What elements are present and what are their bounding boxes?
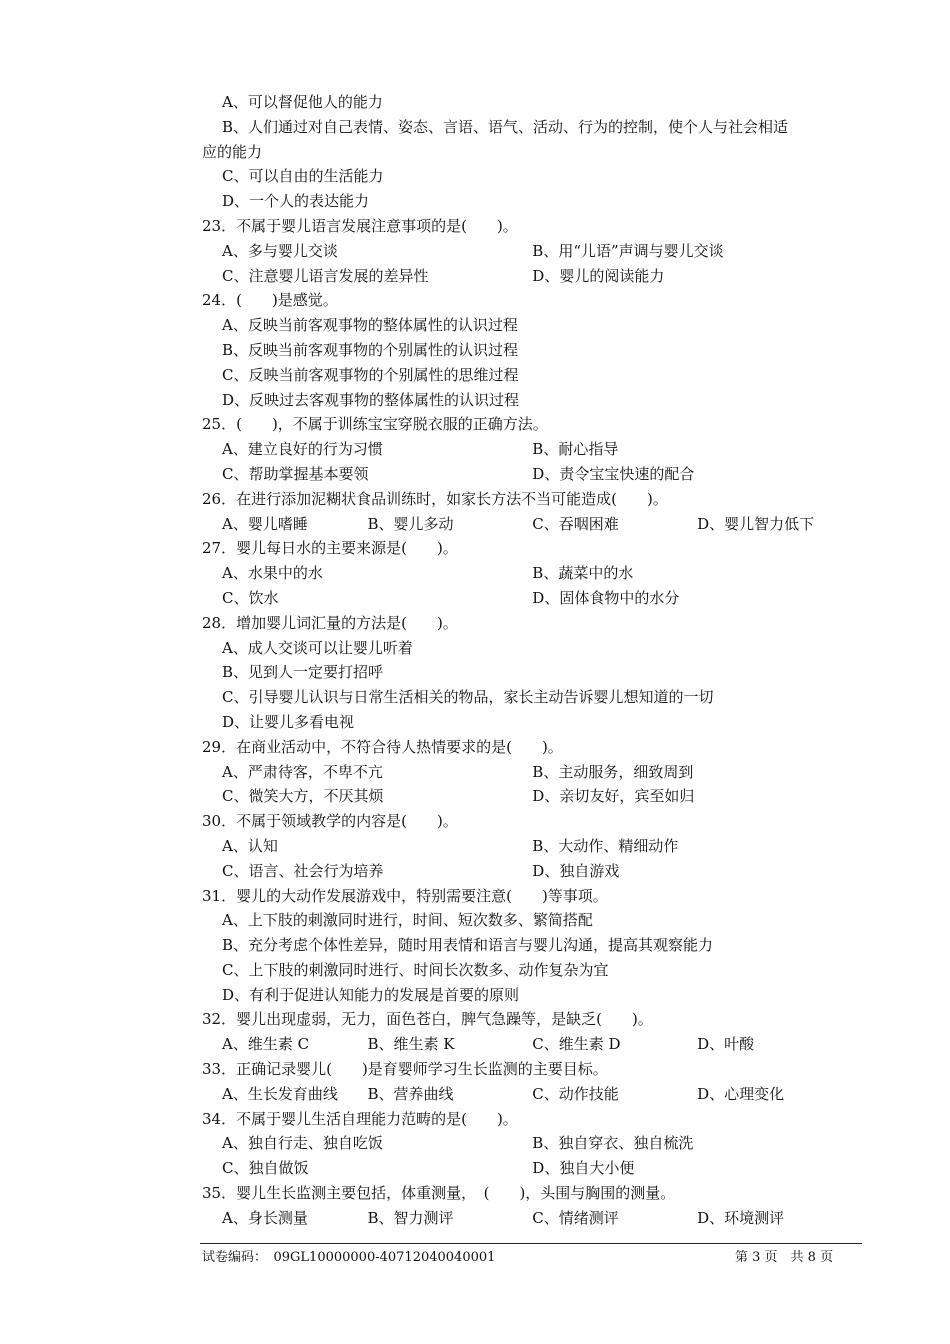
page-number: 第 3 页 共 8 页 — [735, 1250, 834, 1265]
option-item: A、成人交谈可以让婴儿听着 — [222, 638, 413, 657]
option-row — [202, 512, 862, 537]
option-item: B、主动服务，细致周到 — [532, 762, 694, 781]
option-item: A、多与婴儿交谈 — [222, 241, 338, 260]
option-row — [202, 462, 862, 487]
option-item: D、独自游戏 — [532, 861, 620, 880]
option-item: D、心理变化 — [697, 1084, 785, 1103]
option-item: B、独自穿衣、独自梳洗 — [532, 1134, 694, 1153]
question-stem: 31．婴儿的大动作发展游戏中，特别需要注意( )等事项。 — [202, 886, 608, 905]
option-item: B、充分考虑个体性差异，随时用表情和语言与婴儿沟通，提高其观察能力 — [222, 936, 714, 955]
option-row — [202, 784, 862, 809]
option-item: A、可以督促他人的能力 — [222, 93, 383, 111]
option-item: B、维生素 K — [367, 1035, 455, 1054]
option-item: C、独自做饭 — [222, 1159, 309, 1178]
option-item: B、智力测评 — [367, 1208, 454, 1227]
question-list — [202, 90, 862, 1231]
option-item: C、维生素 D — [532, 1035, 621, 1054]
option-row — [202, 1206, 862, 1231]
option-item: B、用“儿语”声调与婴儿交谈 — [532, 241, 724, 260]
question-stem: 32．婴儿出现虚弱，无力，面色苍白，脾气急躁等，是缺乏( )。 — [202, 1010, 653, 1029]
option-continuation: 应的能力 — [202, 142, 263, 161]
option-row — [202, 561, 862, 586]
option-item: C、情绪测评 — [532, 1208, 619, 1227]
option-item: D、有利于促进认知能力的发展是首要的原则 — [222, 985, 520, 1004]
option-item: A、独自行走、独自吃饭 — [222, 1134, 383, 1153]
option-item: A、反映当前客观事物的整体属性的认识过程 — [222, 316, 518, 335]
option-item: A、严肃待客，不卑不亢 — [222, 762, 383, 781]
question-stem: 23．不属于婴儿语言发展注意事项的是( )。 — [202, 216, 518, 235]
option-item: D、固体食物中的水分 — [532, 588, 680, 607]
option-row — [202, 1082, 862, 1107]
question-stem: 30．不属于领域教学的内容是( )。 — [202, 812, 458, 831]
option-item: A、认知 — [222, 836, 278, 855]
option-item: B、耐心指导 — [532, 440, 619, 459]
option-item: C、反映当前客观事物的个别属性的思维过程 — [222, 365, 519, 384]
option-item: C、可以自由的生活能力 — [222, 167, 384, 186]
option-item: D、让婴儿多看电视 — [222, 712, 355, 731]
option-row — [202, 1131, 862, 1156]
option-item: A、水果中的水 — [222, 564, 323, 583]
option-item: C、吞咽困难 — [532, 514, 619, 533]
option-row — [202, 1156, 862, 1181]
option-item: B、反映当前客观事物的个别属性的认识过程 — [222, 340, 519, 359]
option-item: A、生长发育曲线 — [222, 1084, 338, 1103]
question-stem: 34．不属于婴儿生活自理能力范畴的是( )。 — [202, 1109, 518, 1128]
question-stem: 26．在进行添加泥糊状食品训练时，如家长方法不当可能造成( )。 — [202, 489, 668, 508]
option-item: C、帮助掌握基本要领 — [222, 464, 369, 483]
option-item: D、环境测评 — [697, 1208, 785, 1227]
option-item: A、上下肢的刺激同时进行，时间、短次数多、繁简搭配 — [222, 911, 593, 930]
option-item: C、引导婴儿认识与日常生活相关的物品，家长主动告诉婴儿想知道的一切 — [222, 688, 714, 707]
option-row — [202, 834, 862, 859]
question-stem: 25．( )，不属于训练宝宝穿脱衣服的正确方法。 — [202, 415, 548, 434]
option-row — [202, 437, 862, 462]
option-row — [202, 239, 862, 264]
option-item: C、语言、社会行为培养 — [222, 861, 384, 880]
option-item: D、反映过去客观事物的整体属性的认识过程 — [222, 390, 520, 409]
option-row — [202, 264, 862, 289]
option-row — [202, 586, 862, 611]
option-item: A、身长测量 — [222, 1208, 308, 1227]
option-item: D、独自大小便 — [532, 1159, 635, 1178]
option-item: D、亲切友好，宾至如归 — [532, 787, 695, 806]
option-item: A、婴儿嗜睡 — [222, 514, 308, 533]
question-stem: 27．婴儿每日水的主要来源是( )。 — [202, 539, 458, 558]
option-row — [202, 760, 862, 785]
option-item: B、蔬菜中的水 — [532, 564, 634, 583]
exam-code: 试卷编码： 09GL10000000-40712040040001 — [202, 1250, 496, 1265]
option-item: C、动作技能 — [532, 1084, 619, 1103]
question-stem: 35．婴儿生长监测主要包括，体重测量， ( )，头围与胸围的测量。 — [202, 1184, 676, 1203]
option-item: B、营养曲线 — [367, 1084, 454, 1103]
option-item: B、见到人一定要打招呼 — [222, 663, 384, 682]
option-item: D、一个人的表达能力 — [222, 192, 370, 211]
option-item: A、建立良好的行为习惯 — [222, 440, 383, 459]
option-item: C、微笑大方，不厌其烦 — [222, 787, 384, 806]
question-stem: 29．在商业活动中，不符合待人热情要求的是( )。 — [202, 737, 563, 756]
option-item: C、注意婴儿语言发展的差异性 — [222, 266, 429, 285]
option-item: B、大动作、精细动作 — [532, 836, 679, 855]
option-item: D、婴儿智力低下 — [697, 514, 815, 533]
question-stem: 28．增加婴儿词汇量的方法是( )。 — [202, 613, 458, 632]
option-item: D、婴儿的阅读能力 — [532, 266, 665, 285]
question-stem: 24．( )是感觉。 — [202, 291, 338, 310]
option-item: D、责令宝宝快速的配合 — [532, 464, 695, 483]
option-item: C、饮水 — [222, 588, 279, 607]
option-item: A、维生素 C — [222, 1035, 310, 1054]
option-item: B、婴儿多动 — [367, 514, 454, 533]
footer-divider — [200, 1243, 862, 1244]
option-item: D、叶酸 — [697, 1035, 755, 1054]
option-row — [202, 859, 862, 884]
option-item: B、人们通过对自己表情、姿态、言语、语气、活动、行为的控制，使个人与社会相适 — [222, 117, 789, 136]
option-item: C、上下肢的刺激同时进行、时间长次数多、动作复杂为宜 — [222, 960, 609, 979]
question-stem: 33．正确记录婴儿( )是育婴师学习生长监测的主要目标。 — [202, 1060, 608, 1079]
option-row — [202, 1032, 862, 1057]
